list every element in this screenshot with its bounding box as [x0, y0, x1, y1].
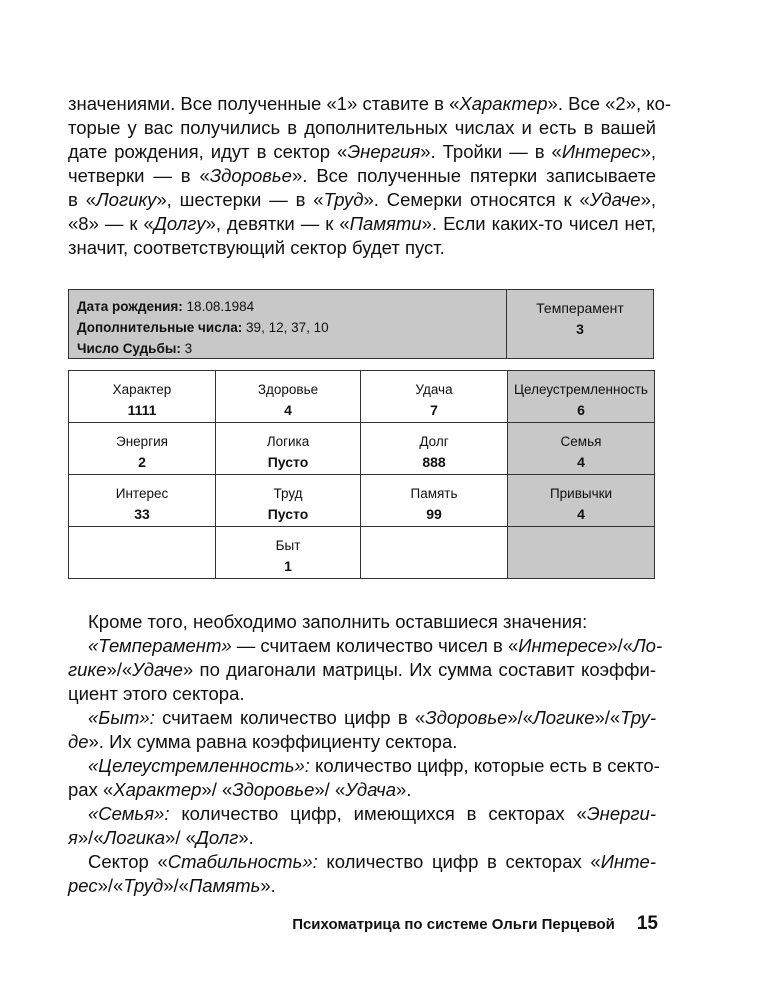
page-number: 15	[636, 913, 658, 934]
sector-value: 4	[577, 506, 585, 522]
text-line: рах «Характер»/ «Здоровье»/ «Удача».	[68, 779, 412, 800]
text-line: значениями. Все полученные «1» ставите в «Характер». Все «2», ко-	[68, 93, 672, 114]
sector-value: 7	[430, 402, 438, 418]
body-paragraph	[68, 754, 660, 802]
matrix-cell	[361, 527, 508, 579]
birth-info	[69, 290, 507, 358]
sector-label: Характер	[112, 382, 172, 397]
sector-label: Память	[410, 486, 458, 501]
fate-number-value: 3	[180, 341, 193, 356]
fate-number-label: Число Судьбы:	[77, 341, 181, 356]
fate-number-row	[77, 338, 506, 359]
sector-label: Привычки	[549, 486, 613, 501]
sector-label: Долг	[419, 434, 449, 449]
extra-numbers-value: 39, 12, 37, 10	[242, 320, 329, 335]
birth-date-label: Дата рождения:	[77, 299, 183, 314]
psychomatrix-table	[68, 370, 655, 579]
matrix-cell	[508, 371, 655, 423]
sector-label: Удача	[415, 382, 453, 397]
sector-value: 1111	[127, 402, 157, 418]
matrix-row	[69, 371, 655, 423]
matrix-cell	[361, 371, 508, 423]
sector-label: Труд	[273, 486, 303, 501]
page-footer	[68, 913, 658, 935]
matrix-cell	[216, 475, 361, 527]
matrix-cell	[361, 423, 508, 475]
temperament-label: Темперамент	[536, 300, 624, 316]
matrix-row	[69, 475, 655, 527]
text-line: «Семья»: количество цифр, имеющихся в секторах «Энерги-	[88, 803, 656, 824]
matrix-cell	[508, 423, 655, 475]
sector-value: 99	[426, 506, 442, 522]
sector-label: Интерес	[115, 486, 169, 501]
sector-value: 4	[577, 454, 585, 470]
temperament-cell	[507, 290, 653, 358]
matrix-cell	[69, 527, 216, 579]
sector-value: 1	[284, 558, 292, 574]
matrix-cell	[69, 371, 216, 423]
sector-label: Энергия	[116, 434, 168, 449]
extra-numbers-label: Дополнительные числа:	[77, 320, 243, 335]
matrix-cell	[69, 423, 216, 475]
sector-value: 4	[284, 402, 292, 418]
matrix-cell	[216, 371, 361, 423]
body-paragraph	[68, 802, 656, 850]
text-line: дате рождения, идут в сектор «Энергия». Тройки — в «Интерес»,	[68, 141, 656, 162]
text-line: «Темперамент» — считаем количество чисел в «Интересе»/«Ло-	[88, 635, 663, 656]
matrix-row	[69, 423, 655, 475]
sector-value: Пусто	[267, 454, 309, 470]
sector-label: Логика	[266, 434, 310, 449]
sector-value: 6	[577, 402, 585, 418]
birth-date-row	[77, 296, 506, 317]
birth-info-box	[68, 289, 654, 359]
sector-value: Пусто	[267, 506, 309, 522]
text-line: «8» — к «Долгу», девятки — к «Памяти». Если каких-то чисел нет,	[68, 213, 657, 234]
matrix-row	[69, 527, 655, 579]
text-line: «Целеустремленность»: количество цифр, которые есть в секто-	[88, 755, 660, 776]
text-line: циент этого сектора.	[68, 683, 245, 704]
sector-label: Здоровье	[257, 382, 319, 397]
text-line: четверки — в «Здоровье». Все полученные пятерки записываете	[68, 165, 656, 186]
sector-value: 888	[422, 454, 446, 470]
text-line: Сектор «Стабильность»: количество цифр в секторах «Инте-	[88, 851, 656, 872]
body-paragraph	[68, 850, 656, 898]
sector-label: Быт	[275, 538, 301, 553]
matrix-cell	[361, 475, 508, 527]
temperament-value: 3	[576, 321, 584, 337]
text-line: Кроме того, необходимо заполнить оставшиеся значения:	[88, 611, 588, 632]
sector-label: Семья	[560, 434, 602, 449]
text-line: в «Логику», шестерки — в «Труд». Семерки относятся к «Удаче»,	[68, 189, 656, 210]
running-title: Психоматрица по системе Ольги Перцевой	[292, 916, 615, 933]
birth-date-value: 18.08.1984	[182, 299, 255, 314]
sector-value: 33	[134, 506, 150, 522]
sector-label: Целеустремленность	[514, 382, 648, 397]
body-paragraph	[68, 610, 656, 634]
body-paragraph	[68, 634, 663, 706]
matrix-cell	[508, 475, 655, 527]
text-line: рес»/«Труд»/«Память».	[68, 875, 276, 896]
body-text	[68, 610, 663, 898]
text-line: значит, соответствующий сектор будет пуст.	[68, 237, 445, 258]
matrix-cell	[216, 423, 361, 475]
matrix-cell	[69, 475, 216, 527]
sector-value: 2	[138, 454, 146, 470]
text-line: торые у вас получились в дополнительных числах и есть в вашей	[68, 117, 656, 138]
body-paragraph	[68, 706, 656, 754]
text-line: я»/«Логика»/ «Долг».	[68, 827, 254, 848]
text-line: де». Их сумма равна коэффициенту сектора.	[68, 731, 458, 752]
extra-numbers-row	[77, 317, 506, 338]
matrix-cell	[216, 527, 361, 579]
intro-paragraph	[68, 92, 672, 260]
text-line: «Быт»: считаем количество цифр в «Здоровье»/«Логике»/«Тру-	[88, 707, 656, 728]
text-line: гике»/«Удаче» по диагонали матрицы. Их сумма составит коэффи-	[68, 659, 656, 680]
matrix-cell	[508, 527, 655, 579]
